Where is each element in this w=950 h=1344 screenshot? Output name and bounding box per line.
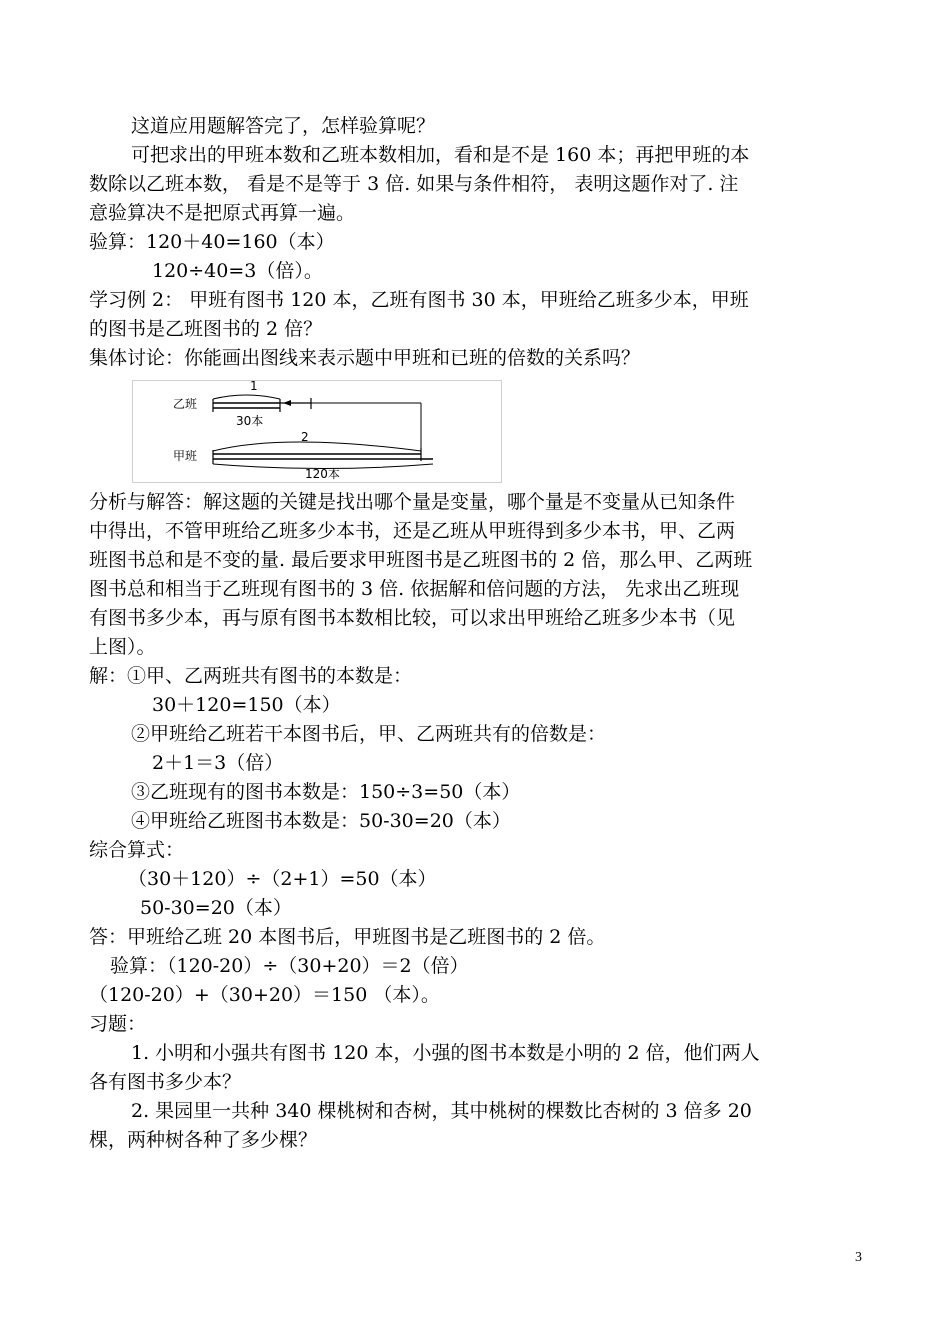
text-line: 解：①甲、乙两班共有图书的本数是：: [89, 665, 413, 687]
text-line: 上图）。: [89, 636, 156, 658]
text-line: （30＋120）÷（2+1）=50（本）: [128, 868, 437, 890]
text-line: 2＋1＝3（倍）: [152, 752, 284, 774]
diagram-mark-1: 1: [250, 381, 258, 393]
text-line: 习题：: [89, 1013, 147, 1035]
diagram-label-120: 120本: [305, 467, 340, 481]
text-line: （120-20）+（30+20）＝150 （本）。: [89, 984, 440, 1006]
text-line: 综合算式：: [89, 839, 185, 861]
text-line: 各有图书多少本？: [89, 1071, 242, 1093]
diagram-brace: [213, 395, 280, 399]
text-line: 验算：（120-20）÷（30+20）＝2（倍）: [110, 955, 469, 977]
diagram-arrow: [283, 400, 291, 406]
text-line: 班图书总和是不变的量. 最后要求甲班图书是乙班图书的 2 倍，那么甲、乙两班: [89, 549, 753, 571]
text-line: 中得出，不管甲班给乙班多少本书，还是乙班从甲班得到多少本书，甲、乙两: [89, 520, 736, 542]
diagram-label-30: 30本: [236, 414, 264, 428]
diagram-brace: [213, 442, 421, 451]
text-line: ②甲班给乙班若干本图书后，甲、乙两班共有的倍数是：: [131, 723, 607, 745]
text-line: 答：甲班给乙班 20 本图书后，甲班图书是乙班图书的 2 倍。: [89, 926, 606, 948]
text-line: 图书总和相当于乙班现有图书的 3 倍. 依据解和倍问题的方法， 先求出乙班现: [89, 578, 740, 600]
text-line: 2. 果园里一共种 340 棵桃树和杏树，其中桃树的棵数比杏树的 3 倍多 20: [131, 1100, 752, 1122]
text-line: 50-30=20（本）: [140, 897, 292, 919]
text-line: 数除以乙班本数， 看是不是等于 3 倍. 如果与条件相符， 表明这题作对了. 注: [89, 173, 739, 195]
text-line: 验算：120＋40=160（本）: [89, 231, 335, 253]
line-segment-diagram: [132, 380, 502, 483]
text-line: ④甲班给乙班图书本数是：50-30=20（本）: [131, 810, 511, 832]
text-line: 有图书多少本，再与原有图书本数相比较，可以求出甲班给乙班多少本书（见: [89, 607, 736, 629]
diagram-mark-2: 2: [301, 430, 309, 444]
diagram-label-jia: 甲班: [173, 449, 198, 463]
text-line: 棵，两种树各种了多少棵？: [89, 1129, 318, 1151]
page-number: 3: [855, 1250, 862, 1265]
text-line: 集体讨论：你能画出图线来表示题中甲班和已班的倍数的关系吗？: [89, 347, 641, 369]
diagram-label-yi: 乙班: [173, 397, 198, 411]
text-line: 分析与解答：解这题的关键是找出哪个量是变量，哪个量是不变量从已知条件: [89, 491, 736, 513]
text-line: 1. 小明和小强共有图书 120 本，小强的图书本数是小明的 2 倍，他们两人: [131, 1042, 760, 1064]
text-line: 120÷40=3（倍）。: [152, 260, 323, 282]
text-line: 30＋120=150（本）: [152, 694, 341, 716]
text-line: ③乙班现有的图书本数是：150÷3=50（本）: [131, 781, 521, 803]
text-line: 可把求出的甲班本数和乙班本数相加，看和是不是 160 本；再把甲班的本: [131, 144, 750, 166]
text-line: 的图书是乙班图书的 2 倍？: [89, 318, 323, 340]
text-line: 这道应用题解答完了，怎样验算呢？: [131, 115, 436, 137]
text-line: 学习例 2： 甲班有图书 120 本，乙班有图书 30 本，甲班给乙班多少本，甲班: [89, 289, 749, 311]
text-line: 意验算决不是把原式再算一遍。: [89, 202, 356, 224]
